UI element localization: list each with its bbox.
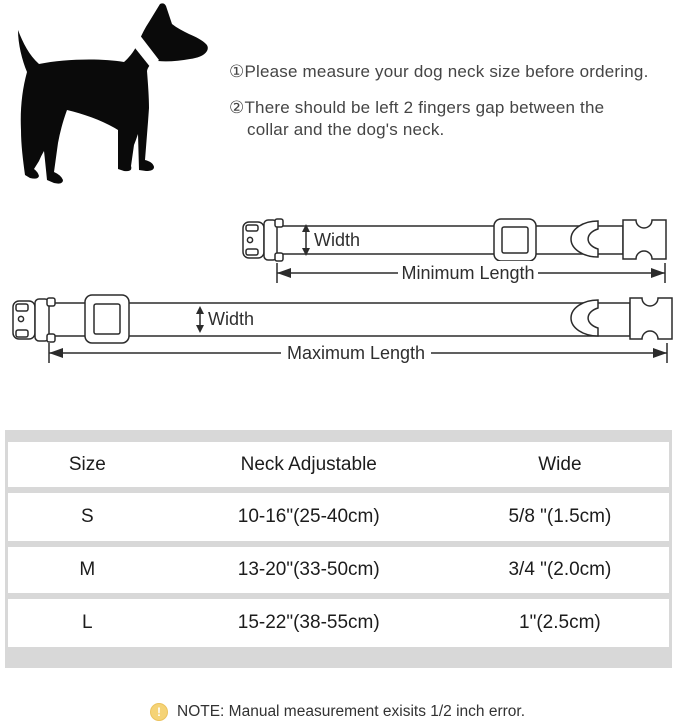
size-table-header-row <box>8 442 669 487</box>
max-length-label: Maximum Length <box>286 343 426 363</box>
instruction-2 <box>229 97 677 119</box>
collar-max-length-drawing <box>13 295 672 363</box>
collar-measurement-diagram <box>0 195 679 375</box>
instruction-2-text-line1: There should be left 2 fingers gap between the <box>244 98 605 117</box>
instruction-1-text: Please measure your dog neck size before ordering. <box>244 62 649 81</box>
neck-value: 10-16"(25-40cm) <box>237 506 380 527</box>
side-release-buckle-male <box>623 220 666 259</box>
max-width-label: Width <box>208 309 255 329</box>
size-table <box>5 430 672 668</box>
min-width-label: Width <box>314 230 361 250</box>
neck-value: 13-20"(33-50cm) <box>237 559 380 580</box>
instruction-1 <box>229 61 677 83</box>
slider-buckle <box>85 295 129 343</box>
column-header-wide: Wide <box>538 453 582 475</box>
side-release-buckle-female <box>13 298 55 342</box>
measuring-instructions <box>229 61 677 141</box>
table-row-l <box>8 599 669 647</box>
side-release-buckle-female <box>243 219 283 261</box>
min-length-label: Minimum Length <box>401 263 535 283</box>
collar-strap <box>48 303 630 336</box>
instruction-1-number: ① <box>229 62 245 81</box>
neck-value: 15-22"(38-55cm) <box>237 612 380 633</box>
table-row-s <box>8 493 669 541</box>
side-release-buckle-male <box>630 298 672 339</box>
dog-silhouette-image <box>8 2 208 197</box>
instruction-2-number: ② <box>229 98 245 117</box>
size-value: S <box>80 506 94 527</box>
size-value: L <box>82 612 93 633</box>
size-value: M <box>79 559 96 580</box>
slider-buckle <box>494 219 536 261</box>
column-header-size: Size <box>68 453 106 475</box>
collar-min-length-drawing <box>243 219 666 283</box>
column-header-neck-adjustable: Neck Adjustable <box>240 453 377 475</box>
wide-value: 1"(2.5cm) <box>519 612 601 633</box>
wide-value: 3/4 "(2.0cm) <box>508 559 612 580</box>
table-row-m <box>8 547 669 593</box>
note-text: NOTE: Manual measurement exisits 1/2 inch error. <box>177 703 526 720</box>
dog-body-shape <box>18 3 208 183</box>
measurement-note <box>150 703 525 721</box>
exclamation-icon: ! <box>150 703 168 721</box>
wide-value: 5/8 "(1.5cm) <box>508 506 612 527</box>
instruction-2-text-line2: collar and the dog's neck. <box>247 120 445 139</box>
